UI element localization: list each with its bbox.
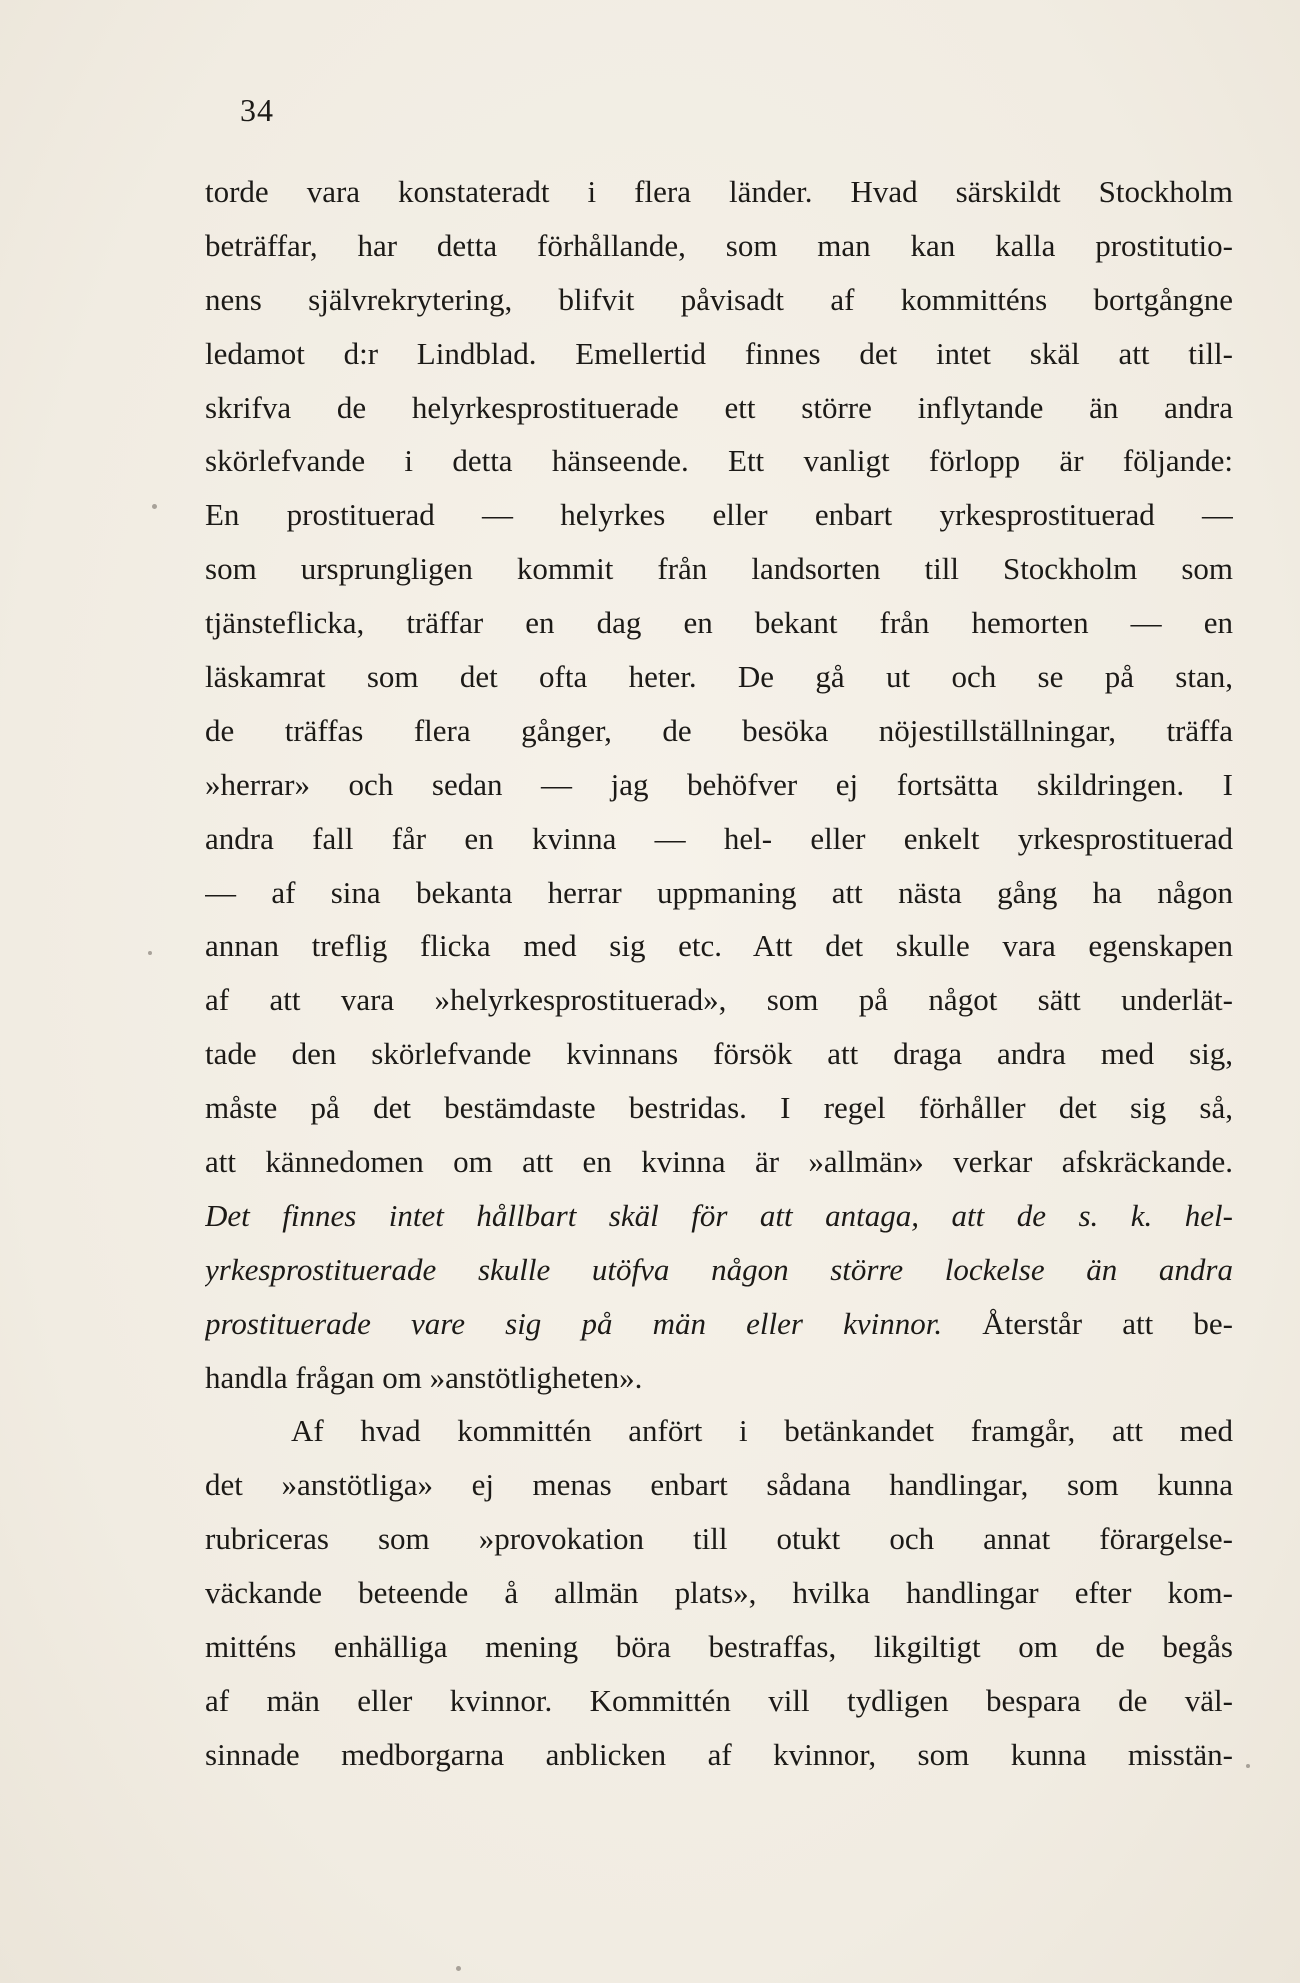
paragraph-start-line: Af hvad kommittén anfört i betänkandet framgår, att med (291, 1413, 1233, 1449)
text-line: väckande beteende å allmän plats», hvilka handlingar efter kom- (205, 1575, 1233, 1611)
text-line: — af sina bekanta herrar uppmaning att nästa gång ha någon (205, 874, 1233, 910)
paper-speck (1246, 1764, 1250, 1768)
text-line: mitténs enhälliga mening böra bestraffas, likgiltigt om de begås (205, 1629, 1233, 1665)
text-line: af att vara »helyrkesprostituerad», som på något sätt underlät- (205, 982, 1233, 1018)
text-line: som ursprungligen kommit från landsorten till Stockholm som (205, 551, 1233, 587)
text-line: det »anstötliga» ej menas enbart sådana handlingar, som kunna (205, 1467, 1233, 1503)
text-line: En prostituerad — helyrkes eller enbart yrkesprostituerad — (205, 497, 1233, 533)
body-text (205, 165, 1233, 1782)
mixed-text-line (205, 1297, 1233, 1351)
text-line: skörlefvande i detta hänseende. Ett vanligt förlopp är följande: (205, 443, 1233, 479)
text-line: ledamot d:r Lindblad. Emellertid finnes det intet skäl att till- (205, 335, 1233, 371)
paper-speck (456, 1966, 461, 1971)
paper-speck (148, 951, 152, 955)
text-line: läskamrat som det ofta heter. De gå ut och se på stan, (205, 659, 1233, 695)
text-line: andra fall får en kvinna — hel- eller enkelt yrkesprostituerad (205, 820, 1233, 856)
italic-text-line: Det finnes intet hållbart skäl för att antaga, att de s. k. hel- (205, 1197, 1233, 1233)
normal-segment: Återstår att be- (942, 1305, 1233, 1341)
text-line: beträffar, har detta förhållande, som man kan kalla prostitutio- (205, 227, 1233, 263)
text-line: måste på det bestämdaste bestridas. I regel förhåller det sig så, (205, 1090, 1233, 1126)
text-line: tjänsteflicka, träffar en dag en bekant från hemorten — en (205, 605, 1233, 641)
text-line: de träffas flera gånger, de besöka nöjestillställningar, träffa (205, 712, 1233, 748)
text-line: skrifva de helyrkesprostituerade ett större inflytande än andra (205, 389, 1233, 425)
page-number: 34 (240, 92, 274, 128)
text-line: tade den skörlefvande kvinnans försök att draga andra med sig, (205, 1036, 1233, 1072)
text-line: torde vara konstateradt i flera länder. Hvad särskildt Stockholm (205, 174, 1233, 209)
text-line: nens självrekrytering, blifvit påvisadt af kommitténs bortgångne (205, 281, 1233, 317)
text-line: annan treflig flicka med sig etc. Att det skulle vara egenskapen (205, 928, 1233, 964)
text-line: af män eller kvinnor. Kommittén vill tydligen bespara de väl- (205, 1682, 1233, 1718)
text-line: rubriceras som »provokation till otukt och annat förargelse- (205, 1521, 1233, 1557)
paragraph-end-line: handla frågan om »anstötligheten». (205, 1359, 643, 1395)
paper-speck (152, 504, 157, 509)
text-line: »herrar» och sedan — jag behöfver ej fortsätta skildringen. I (205, 766, 1233, 802)
text-line: att kännedomen om att en kvinna är »allmän» verkar afskräckande. (205, 1144, 1233, 1180)
italic-segment: prostituerade vare sig på män eller kvinnor. (205, 1305, 943, 1341)
italic-text-line: yrkesprostituerade skulle utöfva någon större lockelse än andra (205, 1251, 1233, 1287)
text-line: sinnade medborgarna anblicken af kvinnor, som kunna misstän- (205, 1736, 1233, 1772)
